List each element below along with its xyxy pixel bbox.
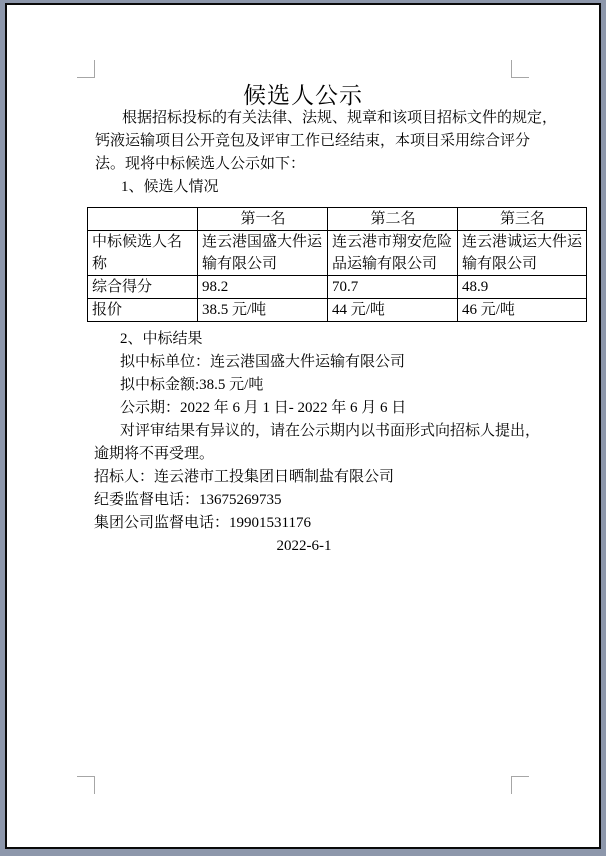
- objection-line: 对评审结果有异议的，请在公示期内以书面形式向招标人提出，: [120, 423, 541, 439]
- result-line: 拟中标金额:38.5 元/吨: [120, 377, 264, 393]
- row-label: 报价: [88, 299, 198, 322]
- price-cell: 44 元/吨: [328, 299, 458, 322]
- footer-line-discipline-phone: 纪委监督电话：13675269735: [94, 492, 282, 508]
- score-cell: 70.7: [328, 276, 458, 299]
- price-cell: 38.5 元/吨: [198, 299, 328, 322]
- page-title: 候选人公示: [243, 83, 363, 108]
- header-cell-blank: [88, 208, 198, 231]
- candidate-name-cell: 连云港国盛大件运输有限公司: [198, 231, 328, 276]
- score-cell: 48.9: [458, 276, 587, 299]
- margin-mark-top-right: [511, 60, 529, 78]
- table-row: [88, 231, 587, 276]
- table-header-row: [88, 208, 587, 231]
- candidate-name-cell: 连云港市翔安危险品运输有限公司: [328, 231, 458, 276]
- header-cell-third: 第三名: [458, 208, 587, 231]
- footer-line-group-phone: 集团公司监督电话：19901531176: [94, 515, 311, 531]
- result-line: 公示期：2022 年 6 月 1 日- 2022 年 6 月 6 日: [120, 400, 407, 416]
- header-cell-second: 第二名: [328, 208, 458, 231]
- document-page: [5, 3, 601, 849]
- intro-line: 法。现将中标候选人公示如下：: [95, 156, 306, 172]
- margin-mark-bottom-right: [511, 776, 529, 794]
- row-label: 中标候选人名称: [88, 231, 198, 276]
- section1-heading: 1、候选人情况: [121, 179, 219, 195]
- row-label: 综合得分: [88, 276, 198, 299]
- table-row: [88, 299, 587, 322]
- candidate-name-cell: 连云港诚运大件运输有限公司: [458, 231, 587, 276]
- price-cell: 46 元/吨: [458, 299, 587, 322]
- bid-candidates-table: [87, 207, 587, 322]
- result-section: [94, 328, 541, 558]
- result-line: 拟中标单位：连云港国盛大件运输有限公司: [120, 354, 406, 370]
- margin-mark-top-left: [77, 60, 95, 78]
- date-line: 2022-6-1: [276, 538, 332, 554]
- header-cell-first: 第一名: [198, 208, 328, 231]
- score-cell: 98.2: [198, 276, 328, 299]
- section2-heading: 2、中标结果: [120, 331, 203, 347]
- objection-line: 逾期将不再受理。: [94, 446, 215, 462]
- intro-paragraph: [95, 107, 558, 199]
- table-row: [88, 276, 587, 299]
- margin-mark-bottom-left: [77, 776, 95, 794]
- footer-line-tenderer: 招标人：连云港市工投集团日晒制盐有限公司: [94, 469, 395, 485]
- intro-line: 根据招标投标的有关法律、法规、规章和该项目招标文件的规定，: [122, 110, 558, 126]
- intro-line: 钙液运输项目公开竞包及评审工作已经结束，本项目采用综合评分: [95, 133, 531, 149]
